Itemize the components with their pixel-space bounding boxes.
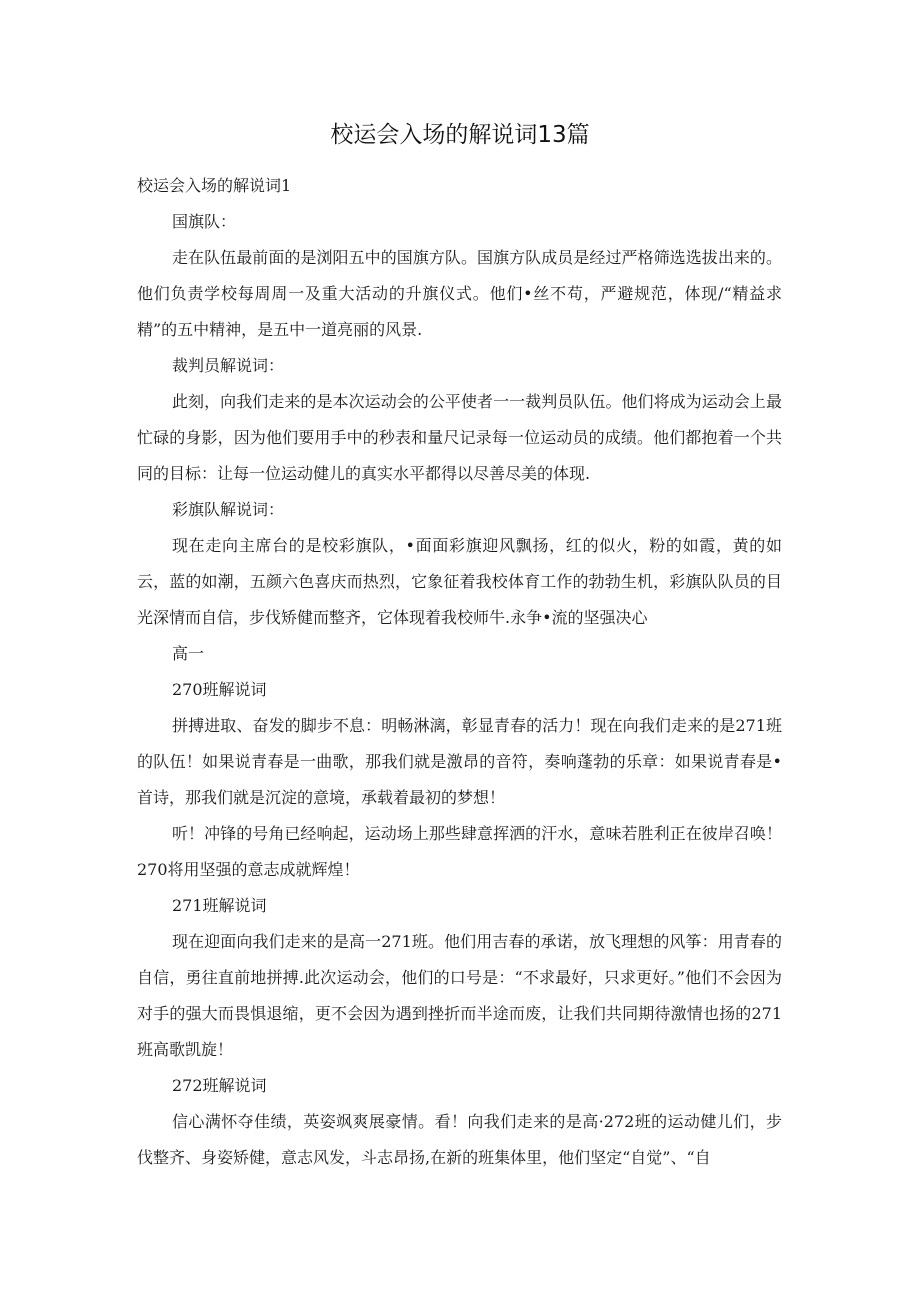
paragraph-class-272: 信心满怀夺佳绩，英姿飒爽展豪情。看！向我们走来的是高·272班的运动健儿们，步伐整齐、身姿矫健，意志风发，斗志昂扬,在新的班集体里，他们坚定“自觉”、“自 <box>137 1112 782 1167</box>
paragraph-class-270-b: 听！冲锋的号角已经响起，运动场上那些肆意挥洒的汗水，意味若胜利正在彼岸召唤！270将用坚强的意志成就辉煌！ <box>137 824 782 879</box>
subheading-color-flag: 彩旗队解说词： <box>172 500 285 519</box>
paragraph-color-flag: 现在走向主席台的是校彩旗队，•面面彩旗迎风飘扬，红的似火，粉的如霞，黄的如云，蓝的如潮，五颜六色喜庆而热烈，它象征着我校体育工作的勃勃生机，彩旗队队员的目光深情而自信，步伐矫健而整齐，它体现着我校师牛.永争•流的坚强决心 <box>137 536 782 627</box>
subheading-class-270: 270班解说词 <box>172 680 267 699</box>
document-body <box>137 168 782 1176</box>
paragraph-referee: 此刻，向我们走来的是本次运动会的公平使者一一裁判员队伍。他们将成为运动会上最忙碌的身影，因为他们要用手中的秒表和量尺记录每一位运动员的成绩。他们都抱着一个共同的目标：让每一位运动健儿的真实水平都得以尽善尽美的体现. <box>137 392 782 483</box>
subheading-class-271: 271班解说词 <box>172 896 267 915</box>
subheading-flag-team: 国旗队： <box>172 212 237 231</box>
paragraph-class-270-a: 拼搏进取、奋发的脚步不息：明畅淋漓，彰显青春的活力！现在向我们走来的是271班的队伍！如果说青春是一曲歌，那我们就是激昂的音符，奏响蓬勃的乐章：如果说青春是•首诗，那我们就是沉淀的意境，承载着最初的梦想！ <box>137 716 782 807</box>
document-title: 校运会入场的解说词13篇 <box>330 122 590 148</box>
subheading-grade-one: 高一 <box>172 644 205 663</box>
paragraph-flag-team: 走在队伍最前面的是浏阳五中的国旗方队。国旗方队成员是经过严格筛选选拔出来的。他们负责学校每周周一及重大活动的升旗仪式。他们•丝不苟，严避规范，体现/“精益求精”的五中精神，是五中一道亮丽的风景. <box>137 248 782 339</box>
subheading-class-272: 272班解说词 <box>172 1076 267 1095</box>
paragraph-class-271: 现在迎面向我们走来的是高一271班。他们用吉春的承诺，放飞理想的风筝：用青春的自信，勇往直前地拼搏.此次运动会，他们的口号是：“不求最好，只求更好。”他们不会因为对手的强大而畏惧退缩，更不会因为遇到挫折而半途而废，让我们共同期待激情也扬的271班高歌凯旋！ <box>137 932 782 1059</box>
subheading-referee: 裁判员解说词： <box>172 356 285 375</box>
section-heading: 校运会入场的解说词1 <box>137 176 292 195</box>
